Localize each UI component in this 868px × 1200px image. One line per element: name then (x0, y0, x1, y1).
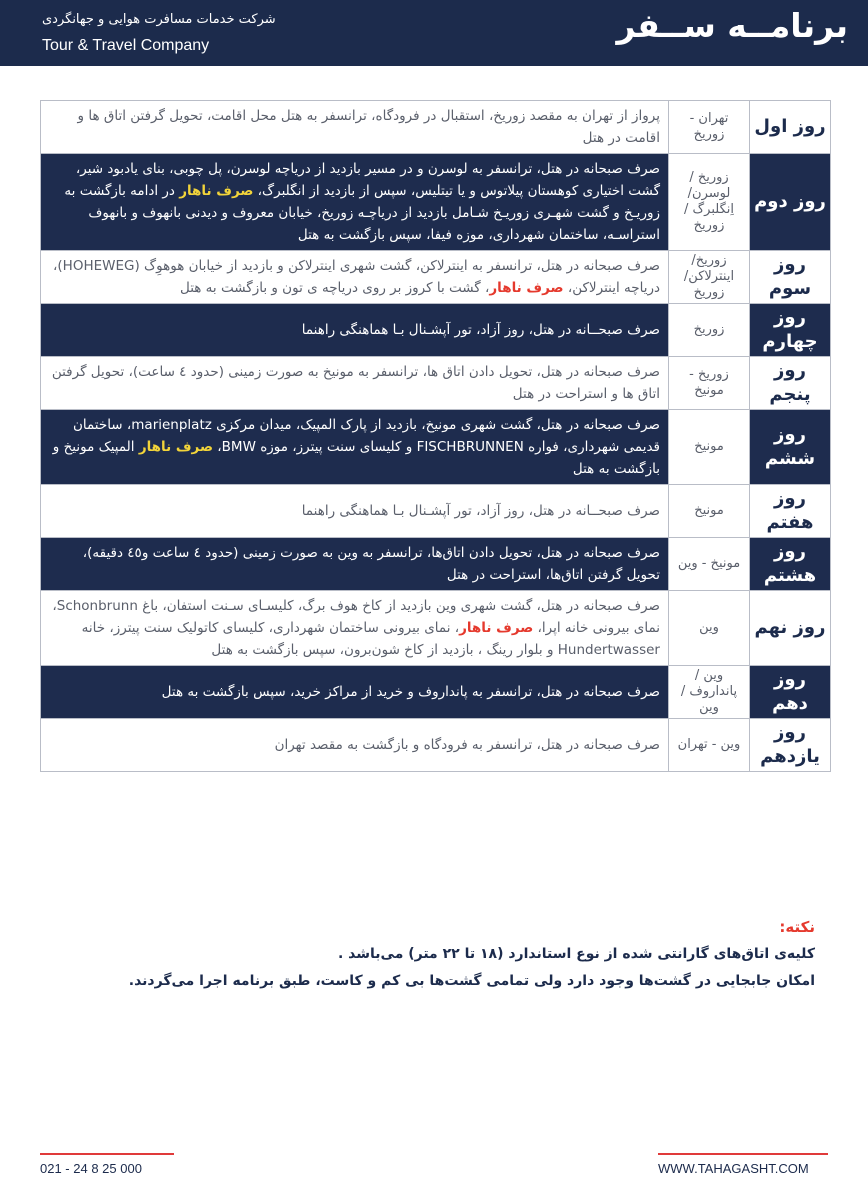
description-cell (41, 719, 669, 772)
description-cell (41, 304, 669, 357)
route-cell: وین (669, 591, 750, 666)
day-label: روز هشتم (750, 538, 831, 591)
footer-phone: 021 - 24 8 25 000 (40, 1161, 142, 1176)
description-text: صرف صبحانه در هتل، تحویل دادن اتاق‌ها، ترانسفر به وین به صورت زمینی (حدود ٤ ساعت و٤٥ دقیقه)، تحویل گرفتن اتاق‌ها، استراحت در هتل (82, 545, 660, 583)
route-cell: مونیخ (669, 410, 750, 485)
route-cell: زوریخ/ اینترلاکن/ زوریخ (669, 251, 750, 304)
route-cell: زوریخ / لوسرن/ اِنگلبرگ / زوریخ (669, 154, 750, 251)
route-cell: وین - تهران (669, 719, 750, 772)
description-text: صرف صبحانه در هتل، تحویل دادن اتاق ها، ترانسفر به مونیخ به صورت زمینی (حدود ٤ ساعت)، تحویل گرفتن اتاق ها و استراحت در هتل (51, 364, 660, 402)
lunch-highlight: صرف ناهار (489, 280, 564, 296)
itinerary-row (41, 304, 831, 357)
lunch-highlight: صرف ناهار (138, 439, 213, 455)
notes-section (40, 918, 815, 1000)
day-label: روز اول (750, 101, 831, 154)
itinerary-row (41, 101, 831, 154)
day-label: روز دهم (750, 666, 831, 719)
description-text: صرف صبحانه در هتل، ترانسفر به اینترلاکن، گشت شهری اینترلاکن و بازدید از خیابان هوهوِگ (HOHEWEG)، دریاچه اینترلاکن، (53, 258, 660, 296)
description-text: صرف صبحانه در هتل، ترانسفر به پانداروف و خرید از مراکز خرید، سپس بازگشت به هتل (161, 684, 660, 700)
itinerary-row (41, 666, 831, 719)
route-cell: تهران - زوریخ (669, 101, 750, 154)
description-text: صرف صبحانه در هتل، ترانسفر به فرودگاه و بازگشت به مقصد تهران (274, 737, 660, 753)
itinerary-row (41, 719, 831, 772)
route-cell: زوریخ - مونیخ (669, 357, 750, 410)
note-line: کلیه‌ی اتاق‌های گارانتی شده از نوع استاندارد (١٨ تا ٢٢ متر) می‌باشد . (337, 946, 815, 962)
route-cell: مونیخ - وین (669, 538, 750, 591)
description-cell (41, 410, 669, 485)
description-cell (41, 485, 669, 538)
itinerary-row (41, 251, 831, 304)
day-label: روز نهم (750, 591, 831, 666)
route-cell: زوریخ (669, 304, 750, 357)
description-cell (41, 154, 669, 251)
description-cell (41, 538, 669, 591)
itinerary-row (41, 485, 831, 538)
company-name-fa: شرکت خدمات مسافرت هوایی و جهانگردی (42, 12, 276, 27)
footer-divider-left (40, 1153, 174, 1155)
day-label: روز چهارم (750, 304, 831, 357)
company-name-en: Tour & Travel Company (42, 37, 210, 54)
description-cell (41, 251, 669, 304)
footer-divider-right (658, 1153, 828, 1155)
description-cell (41, 101, 669, 154)
description-text: المپیک مونیخ و بازگشت به هتل (52, 439, 660, 477)
itinerary-row (41, 410, 831, 485)
description-text: صرف صبحــانه در هتل، روز آزاد، تور آپشـنال بـا هماهنگی راهنما (301, 503, 660, 519)
note-line: امکان جابجایی در گشت‌ها وجود دارد ولی تمامی گشت‌ها بی کم و کاست، طبق برنامه اجرا می‌گردند. (128, 973, 815, 989)
itinerary-row (41, 357, 831, 410)
itinerary-row (41, 538, 831, 591)
description-cell (41, 591, 669, 666)
description-text: صرف صبحانه در هتل، گشت شهری مونیخ، بازدید از پارک المپیک، میدان مرکزی marienplatz، ساختمان قدیمی شهرداری، فواره FISCHBRUNNEN و کلیسای سنت پیترز، موزه BMW، (72, 417, 660, 455)
day-label: روز یازدهم (750, 719, 831, 772)
footer-website: WWW.TAHAGASHT.COM (658, 1161, 809, 1176)
description-cell (41, 357, 669, 410)
itinerary-row (41, 591, 831, 666)
description-text: ، نمای بیرونی ساختمان شهرداری، کلیسای کاتولیک سنت پیترز، خانه Hundertwasser و بلوار رینگ ، بازدید از کاخ شون‌برون، سپس بازگشت به هتل (81, 620, 660, 658)
header-bar (0, 0, 868, 66)
day-label: روز ششم (750, 410, 831, 485)
route-cell: وین / پانداروف / وین (669, 666, 750, 719)
description-text: پرواز از تهران به مقصد زوریخ، استقبال در فرودگاه، ترانسفر به هتل محل اقامت، تحویل گرفتن اتاق ها و اقامت در هتل (77, 108, 660, 146)
day-label: روز هفتم (750, 485, 831, 538)
day-label: روز پنجم (750, 357, 831, 410)
lunch-highlight: صرف ناهار (179, 183, 254, 199)
description-text: صرف صبحانه در هتل، گشت شهری وین بازدید از کاخ هوف برگ، کلیسـای سـنت استفان، باغ Schonbrunn، نمای بیرونی خانه اپرا، (52, 598, 660, 636)
description-cell (41, 666, 669, 719)
itinerary-row (41, 154, 831, 251)
page-title: برنامــه ســفر (616, 6, 848, 45)
lunch-highlight: صرف ناهار (459, 620, 534, 636)
route-cell: مونیخ (669, 485, 750, 538)
description-text: صرف صبحــانه در هتل، روز آزاد، تور آپشـنال بـا هماهنگی راهنما (301, 322, 660, 338)
notes-title: نکته: (779, 918, 815, 936)
description-text: صرف صبحانه در هتل، ترانسفر به لوسرن و در مسیر بازدید از دریاچه لوسرن، پل چوبی، بنای یادبود شیر، گشت اختیاری کوهستان پیلاتوس و یا تیتلیس، سپس از بازدید از انگلبرگ، (75, 161, 660, 199)
day-label: روز سوم (750, 251, 831, 304)
description-text: در ادامه بازگشت به زوریـخ و گشت شهـری زوریـخ شـامل بازدید از دریاچـه زوریخ، خیابان معروف و دیدنی بانهوف و بانهوف استراسـه، ساختمان شهرداری، موزه فیفا، سپس بازگشت به هتل (64, 183, 660, 243)
itinerary-table (40, 100, 831, 772)
day-label: روز دوم (750, 154, 831, 251)
description-text: ، گشت با کروز بر روی دریاچه ی تون و بازگشت به هتل (179, 280, 490, 296)
